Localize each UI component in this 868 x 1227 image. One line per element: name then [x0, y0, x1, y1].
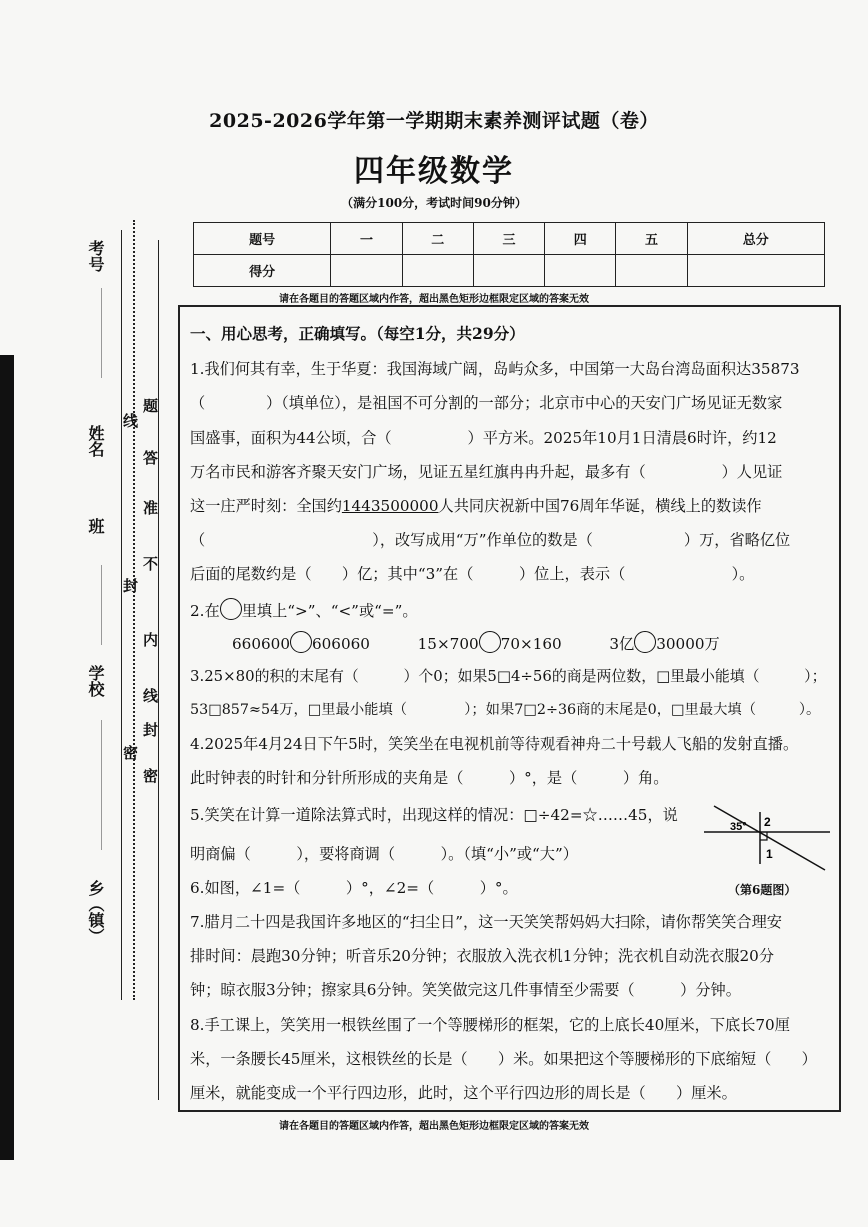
q4-line-1: 4.2025年4月24日下午5时，笑笑坐在电视机前等待观看神舟二十号载人飞船的发射直播。	[190, 735, 799, 753]
q2-items	[232, 631, 720, 654]
q2-item-1-right: 606060	[311, 635, 370, 653]
bottom-notice: 请在各题目的答题区域内作答，超出黑色矩形边框限定区域的答案无效	[279, 1121, 589, 1132]
seal-word-7: 封	[141, 722, 159, 737]
exam-title: 2025-2026学年第一学期期末素养测评试题（卷）	[209, 110, 659, 132]
q4-line-2: 此时钟表的时针和分针所形成的夹角是（ ）°，是（ ）角。	[190, 769, 669, 787]
q1-line-3: 国盛事，面积为44公顷，合（ ）平方米。2025年10月1日清晨6时许，约12	[190, 429, 777, 447]
q5-line-2: 明商偏（ ），要将商调（ ）。（填“小”或“大”）	[190, 845, 578, 863]
q3-line-2: 53□857≈54万，□里最小能填（ ）；如果7□2÷36商的末尾是0，□里最大填（ ）。	[190, 702, 821, 718]
school-field	[101, 720, 102, 850]
binding-line-left	[121, 230, 122, 1000]
score-cell: 总分	[687, 223, 824, 255]
figure-caption: （第6题图）	[728, 883, 797, 897]
seal-mark-seal: 封	[121, 578, 139, 593]
q8-line-2: 米，一条腰长45厘米，这根铁丝的长是（ ）米。如果把这个等腰梯形的下底缩短（ ）	[190, 1050, 817, 1068]
town-label: 乡（镇）	[86, 880, 105, 944]
q1-line-7: 后面的尾数约是（ ）亿；其中“3”在（ ）位上，表示（ ）。	[190, 565, 755, 583]
q1-line-4: 万名市民和游客齐聚天安门广场，见证五星红旗冉冉升起，最多有（ ）人见证	[190, 463, 783, 481]
name-label: 姓名	[86, 425, 105, 457]
q2-item-2-right: 70×160	[500, 635, 562, 653]
q2-text-a: 2.在	[190, 602, 220, 620]
score-cell: 四	[545, 223, 616, 255]
score-table-header-row	[194, 223, 825, 255]
top-notice: 请在各题目的答题区域内作答，超出黑色矩形边框限定区域的答案无效	[279, 294, 589, 305]
seal-word-1: 题	[141, 398, 159, 413]
q1-line-5a: 这一庄严时刻：全国约	[190, 497, 342, 515]
q8-line-1: 8.手工课上，笑笑用一根铁丝围了一个等腰梯形的框架，它的上底长40厘米，下底长70厘	[190, 1016, 790, 1034]
class-field	[101, 565, 102, 645]
score-input-cell[interactable]	[687, 255, 824, 287]
subject-title: 四年级数学	[354, 154, 514, 189]
q6-line: 6.如图，∠1=（ ）°，∠2=（ ）°。	[190, 879, 518, 897]
q7-line-3: 钟；晾衣服3分钟；擦家具6分钟。笑笑做完这几件事情至少需要（ ）分钟。	[190, 981, 741, 999]
score-input-cell[interactable]	[616, 255, 687, 287]
school-label: 学校	[86, 665, 105, 697]
q5-line-1: 5.笑笑在计算一道除法算式时，出现这样的情况：□÷42=☆……45，说	[190, 806, 678, 824]
q2-item-1-left: 660600	[232, 635, 290, 653]
q2-text-b: 里填上“>”、“<”或“=”。	[241, 602, 418, 620]
q8-line-3: 厘米，就能变成一个平行四边形，此时，这个平行四边形的周长是（ ）厘米。	[190, 1084, 737, 1102]
exam-number-label: 考号	[86, 240, 105, 272]
figure-angle-label: 35°	[730, 821, 747, 833]
q7-line-2: 排时间：晨跑30分钟；听音乐20分钟；衣服放入洗衣机1分钟；洗衣机自动洗衣服20分	[190, 947, 775, 965]
score-cell: 五	[616, 223, 687, 255]
seal-word-3: 准	[141, 500, 159, 515]
score-table-score-row	[194, 255, 825, 287]
angle-figure	[700, 800, 835, 875]
q1-line-2: （ ）（填单位），是祖国不可分割的一部分；北京市中心的天安门广场见证无数家	[190, 394, 783, 412]
score-input-cell[interactable]	[545, 255, 616, 287]
figure-label-2: 2	[764, 815, 771, 829]
q2-item-3-right: 30000万	[656, 635, 720, 653]
score-cell: 题号	[194, 223, 331, 255]
binding-dotted-line	[133, 220, 135, 1000]
q1-line-5	[190, 495, 762, 516]
score-cell: 得分	[194, 255, 331, 287]
seal-word-5: 内	[141, 632, 159, 647]
seal-word-6: 线	[141, 688, 159, 703]
score-cell: 一	[331, 223, 402, 255]
score-table	[193, 222, 825, 287]
q2-item-3-left: 3亿	[609, 635, 635, 653]
q2-item-2-circle[interactable]	[479, 631, 501, 653]
q7-line-1: 7.腊月二十四是我国许多地区的“扫尘日”，这一天笑笑帮妈妈大扫除，请你帮笑笑合理安	[190, 913, 782, 931]
q1-line-1: 1.我们何其有幸，生于华夏：我国海域广阔，岛屿众多，中国第一大岛台湾岛面积达35873	[190, 360, 800, 378]
q2-item-3-circle[interactable]	[634, 631, 656, 653]
q1-line-6: （ ），改写成用“万”作单位的数是（ ）万，省略亿位	[190, 531, 791, 549]
seal-mark-secret: 密	[121, 745, 139, 760]
seal-word-2: 答	[141, 450, 159, 465]
compare-circle-icon	[220, 598, 242, 620]
q2-line	[190, 598, 418, 621]
seal-word-8: 密	[141, 768, 159, 783]
score-input-cell[interactable]	[331, 255, 402, 287]
score-input-cell[interactable]	[402, 255, 473, 287]
q2-item-1-circle[interactable]	[290, 631, 312, 653]
q1-big-number: 1443500000	[341, 497, 439, 515]
seal-word-4: 不	[141, 556, 159, 571]
score-input-cell[interactable]	[473, 255, 544, 287]
q3-line-1: 3.25×80的积的末尾有（ ）个0；如果5□4÷56的商是两位数，□里最小能填（ ）；	[190, 667, 827, 685]
scan-edge-stripe	[0, 355, 14, 1160]
class-label: 班	[86, 518, 105, 534]
figure-label-1: 1	[766, 847, 773, 861]
seal-mark-line: 线	[121, 413, 139, 428]
binding-line-right	[158, 240, 159, 1100]
exam-info: （满分100分，考试时间90分钟）	[341, 196, 527, 210]
q2-item-2-left: 15×700	[417, 635, 479, 653]
score-cell: 三	[473, 223, 544, 255]
score-cell: 二	[402, 223, 473, 255]
section1-title: 一、用心思考，正确填写。（每空1分，共29分）	[190, 324, 525, 343]
q1-line-5b: 人共同庆祝新中国76周年华诞，横线上的数读作	[438, 497, 762, 515]
